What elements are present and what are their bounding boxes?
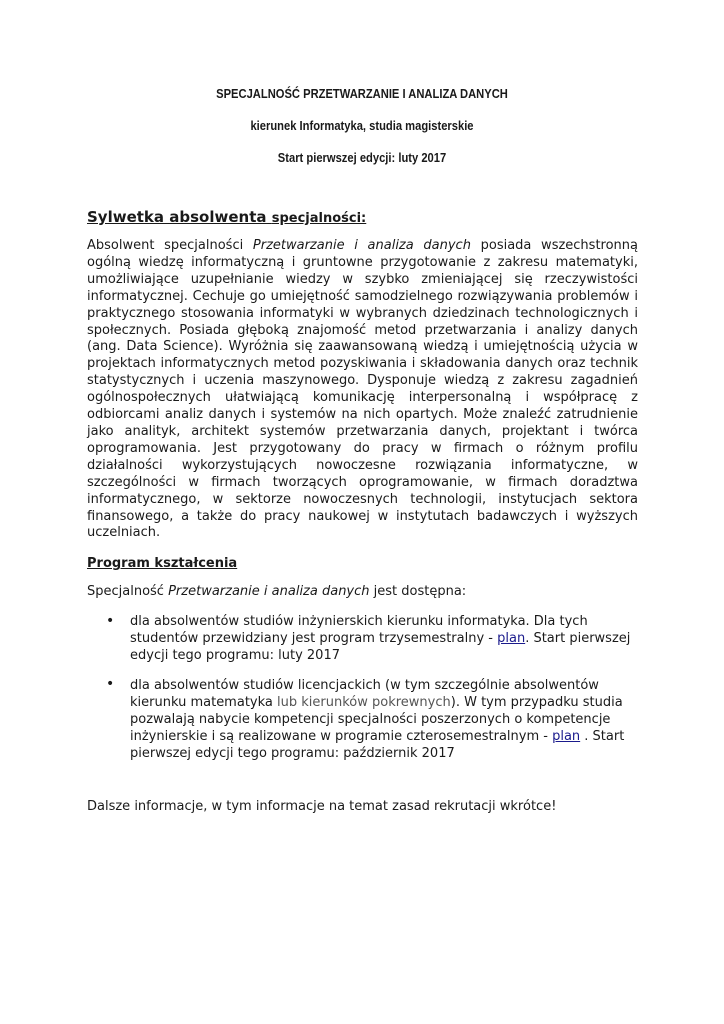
- bullet-icon: •: [106, 676, 115, 692]
- document-subtitle: kierunek Informatyka, studia magisterskie: [250, 118, 474, 133]
- plan-link-3-semester[interactable]: plan: [497, 631, 526, 646]
- item2-muted-text: lub kierunków pokrewnych: [277, 695, 451, 710]
- item2-text: dla absolwentów studiów licencjackich (w tym szczególnie absolwentów kierunku matematyka: [130, 678, 599, 710]
- program-heading: Program kształcenia: [87, 556, 238, 571]
- item1-text-end: . Start pierwszej edycji tego programu: luty 2017: [130, 631, 631, 663]
- profile-text-start: Absolwent specjalności: [87, 238, 253, 253]
- bullet-icon: •: [106, 613, 115, 629]
- item2-text-end: . Start pierwszej edycji tego programu: październik 2017: [130, 729, 625, 761]
- start-date-line: Start pierwszej edycji: luty 2017: [277, 150, 447, 165]
- list-item-bachelor: [130, 677, 642, 762]
- profile-heading: [87, 208, 366, 226]
- document-title: SPECJALNOŚĆ PRZETWARZANIE I ANALIZA DANYCH: [216, 86, 508, 101]
- program-intro-start: Specjalność: [87, 584, 169, 599]
- program-intro-specialty: Przetwarzanie i analiza danych: [168, 584, 370, 599]
- profile-paragraph: [87, 238, 638, 542]
- footer-note: Dalsze informacje, w tym informacje na temat zasad rekrutacji wkrótce!: [87, 799, 557, 814]
- program-intro-end: jest dostępna:: [369, 584, 467, 599]
- profile-heading-main: Sylwetka absolwenta: [87, 208, 267, 226]
- profile-heading-small: specjalności:: [271, 211, 367, 226]
- specialty-name: Przetwarzanie i analiza danych: [252, 238, 471, 253]
- item1-text: dla absolwentów studiów inżynierskich kierunku informatyka. Dla tych studentów przewidziany jest program trzysemestralny -: [130, 614, 588, 646]
- program-intro: [87, 584, 466, 599]
- item2-text-middle: ). W tym przypadku studia pozwalają nabycie kompetencji specjalności poszerzonych o kompetencje inżynierskie i są realizowane w programie czterosemestralnym -: [130, 695, 623, 744]
- plan-link-4-semester[interactable]: plan: [552, 729, 581, 744]
- profile-text-rest: posiada wszechstronną ogólną wiedzę informatyczną i gruntowne przygotowanie z zakresu matematyki, umożliwiające uzupełnianie wiedzy w szybko zmieniającej się rzeczywistości informatycznej. Cechuje go umiejętność samodzielnego rozwiązywania problemów i praktycznego stosowania informatyki w wybranych dziedzinach technologicznych i społecznych. Posiada głęboką znajomość metod przetwarzania i analizy danych (ang. Data Science). Wyróżnia się zaawansowaną wiedzą i umiejętnością użycia w projektach informatycznych metod pozyskiwania i składowania danych oraz technik statystycznych i uczenia maszynowego. Dysponuje wiedzą z zakresu zagadnień ogólnospołecznych ułatwiającą komunikację interpersonalną i współpracę z odbiorcami analiz danych i systemów na nich opartych. Może znaleźć zatrudnienie jako analityk, architekt systemów przetwarzania danych, projektant i twórca oprogramowania. Jest przygotowany do pracy w firmach o różnym profilu działalności wykorzystujących nowoczesne rozwiązania informatyczne, w szczególności w firmach tworzących oprogramowanie, w firmach doradztwa informatycznego, w sektorze nowoczesnych technologii, instytucjach sektora finansowego, a także do pracy naukowej w instytutach badawczych i wyższych uczelniach.: [87, 238, 638, 541]
- list-item-engineering: [130, 613, 642, 664]
